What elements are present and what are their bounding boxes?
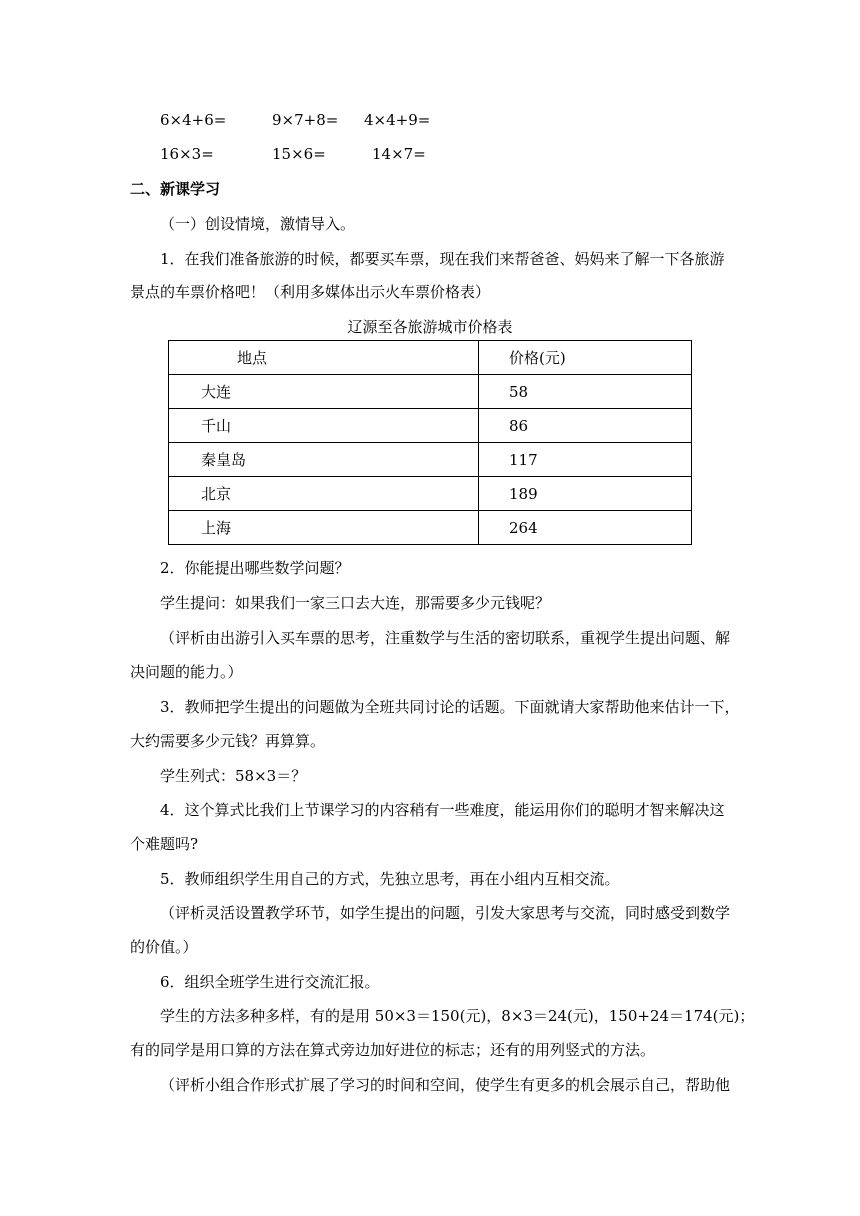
calc-expression: 4×4+9= bbox=[364, 111, 431, 129]
calc-expression: 9×7+8= bbox=[272, 111, 339, 129]
paragraph-line: 有的同学是用口算的方法在算式旁边加好进位的标志；还有的用列竖式的方法。 bbox=[130, 1041, 656, 1059]
subsection-title: （一）创设情境，激情导入。 bbox=[160, 215, 356, 233]
paragraph-line: 的价值。） bbox=[130, 938, 198, 956]
paragraph-line: 4．这个算式比我们上节课学习的内容稍有一些难度，能运用你们的聪明才智来解决这 bbox=[160, 801, 725, 819]
price-cell: 86 bbox=[479, 409, 692, 443]
paragraph-line: 2．你能提出哪些数学问题？ bbox=[160, 559, 350, 577]
paragraph-line: （评析由出游引入买车票的思考，注重数学与生活的密切联系，重视学生提出问题、解 bbox=[160, 629, 731, 647]
location-cell: 大连 bbox=[169, 375, 479, 409]
paragraph-line: 学生提问：如果我们一家三口去大连，那需要多少元钱呢？ bbox=[160, 594, 551, 612]
calc-expression: 6×4+6= bbox=[160, 111, 227, 129]
location-cell: 千山 bbox=[169, 409, 479, 443]
column-header-location: 地点 bbox=[169, 341, 479, 375]
table-row bbox=[169, 511, 692, 545]
calc-expression: 16×3= bbox=[160, 145, 214, 163]
paragraph-line: 景点的车票价格吧！（利用多媒体出示火车票价格表） bbox=[130, 283, 491, 301]
price-cell: 117 bbox=[479, 443, 692, 477]
paragraph-line: （评析灵活设置教学环节，如学生提出的问题，引发大家思考与交流，同时感受到数学 bbox=[160, 904, 731, 922]
location-cell: 上海 bbox=[169, 511, 479, 545]
table-row bbox=[169, 375, 692, 409]
price-cell: 58 bbox=[479, 375, 692, 409]
section-title: 二、新课学习 bbox=[130, 180, 221, 198]
calc-expression: 14×7= bbox=[372, 145, 426, 163]
price-cell: 189 bbox=[479, 477, 692, 511]
calc-expression: 15×6= bbox=[272, 145, 326, 163]
table-caption: 辽源至各旅游城市价格表 bbox=[347, 318, 513, 336]
paragraph-line: 3．教师把学生提出的问题做为全班共同讨论的话题。下面就请大家帮助他来估计一下， bbox=[160, 698, 740, 716]
table-header-row bbox=[169, 341, 692, 375]
table-row bbox=[169, 477, 692, 511]
table-row bbox=[169, 409, 692, 443]
paragraph-line: 1．在我们准备旅游的时候，都要买车票，现在我们来帮爸爸、妈妈来了解一下各旅游 bbox=[160, 250, 725, 268]
paragraph-line: 学生的方法多种多样，有的是用 50×3＝150(元)，8×3＝24(元)，150+24＝174(元)； bbox=[160, 1007, 755, 1025]
location-cell: 北京 bbox=[169, 477, 479, 511]
location-cell: 秦皇岛 bbox=[169, 443, 479, 477]
paragraph-line: 个难题吗? bbox=[130, 835, 199, 853]
column-header-price: 价格(元) bbox=[479, 341, 692, 375]
paragraph-line: 5．教师组织学生用自己的方式，先独立思考，再在小组内互相交流。 bbox=[160, 870, 620, 888]
paragraph-line: 学生列式：58×3＝？ bbox=[160, 767, 307, 785]
table-row bbox=[169, 443, 692, 477]
price-table bbox=[168, 340, 692, 545]
paragraph-line: 决问题的能力。） bbox=[130, 663, 243, 681]
price-cell: 264 bbox=[479, 511, 692, 545]
paragraph-line: 大约需要多少元钱？再算算。 bbox=[130, 732, 326, 750]
paragraph-line: （评析小组合作形式扩展了学习的时间和空间，使学生有更多的机会展示自己，帮助他 bbox=[160, 1076, 731, 1094]
paragraph-line: 6．组织全班学生进行交流汇报。 bbox=[160, 973, 380, 991]
